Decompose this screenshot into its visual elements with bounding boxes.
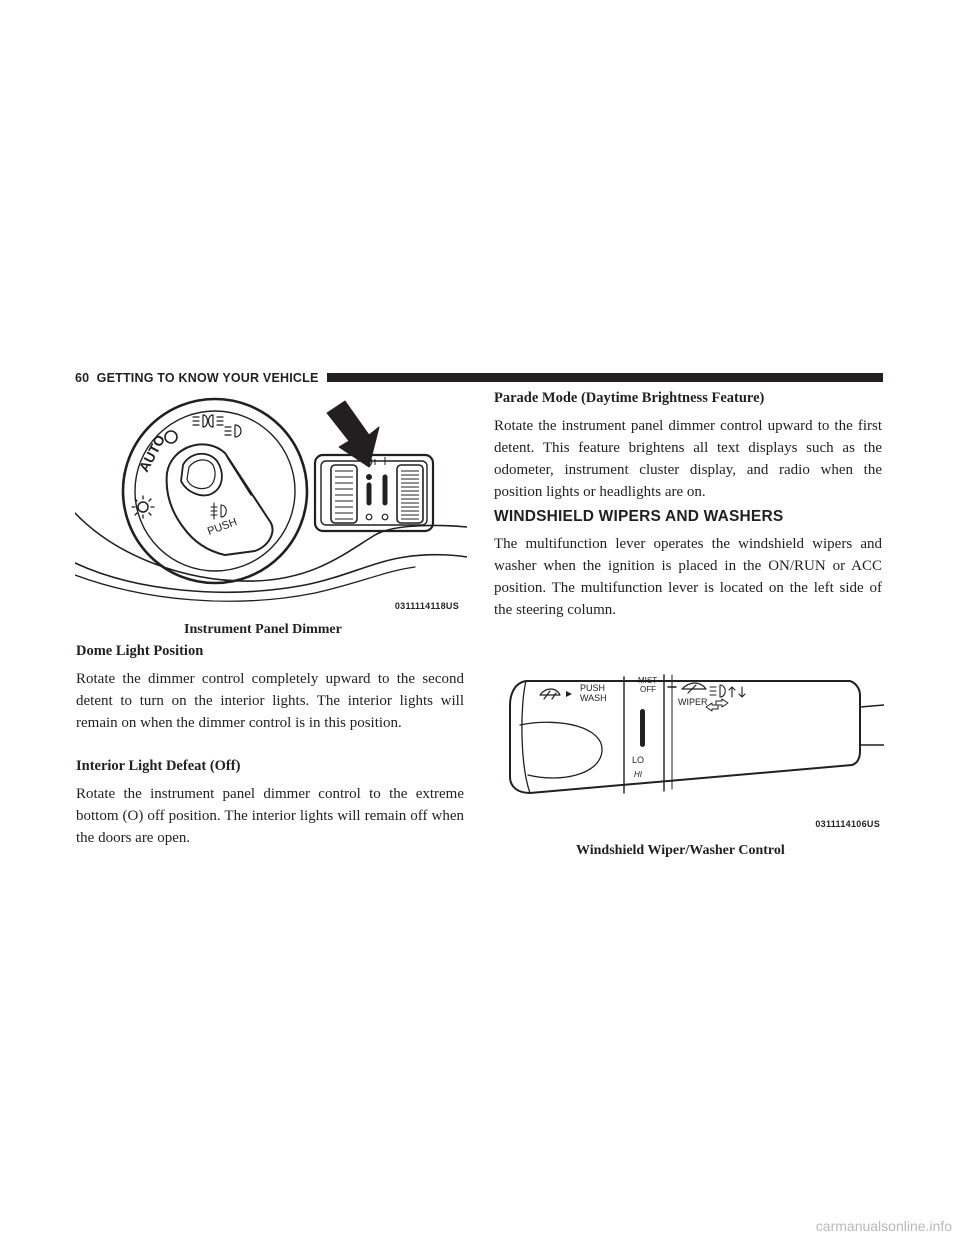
watermark: carmanualsonline.info xyxy=(815,1218,952,1234)
wiper-control-figure xyxy=(500,665,884,829)
dome-light-heading: Dome Light Position xyxy=(76,643,204,659)
header-text xyxy=(75,370,319,386)
figure-caption: Windshield Wiper/Washer Control xyxy=(576,843,785,858)
lo-label: LO xyxy=(632,755,645,765)
push-label: PUSH xyxy=(580,683,606,693)
wiper-illustration xyxy=(500,665,884,805)
parade-mode-heading: Parade Mode (Daytime Brightness Feature) xyxy=(494,390,765,406)
wash-label: WASH xyxy=(580,693,607,703)
section-title: GETTING TO KNOW YOUR VEHICLE xyxy=(96,371,319,385)
instrument-panel-dimmer-figure xyxy=(75,395,467,620)
header-rule xyxy=(327,373,883,382)
interior-light-defeat-heading: Interior Light Defeat (Off) xyxy=(76,758,241,774)
wipers-section-heading: WINDSHIELD WIPERS AND WASHERS xyxy=(494,508,784,525)
parade-mode-paragraph: Rotate the instrument panel dimmer control upward to the first detent. This feature brightens all text displays such as the odometer, instrument cluster display, and radio when the position lights or headlights are on. xyxy=(494,418,882,500)
off-label: OFF xyxy=(640,685,656,694)
wiper-label: WIPER xyxy=(678,697,708,707)
dimmer-illustration xyxy=(75,395,467,620)
page-number: 60 xyxy=(75,371,90,385)
interior-light-defeat-paragraph: Rotate the instrument panel dimmer control to the extreme bottom (O) off position. The interior lights will remain off when the doors are open. xyxy=(76,786,464,846)
hi-label: HI xyxy=(634,770,642,779)
dome-light-paragraph: Rotate the dimmer control completely upward to the second detent to turn on the interior lights. The interior lights will remain on when the dimmer control is in this position. xyxy=(76,671,464,731)
page-header xyxy=(75,370,883,386)
figure-code: 0311114106US xyxy=(815,819,880,829)
wipers-paragraph: The multifunction lever operates the windshield wipers and washer when the ignition is placed in the ON/RUN or ACC position. The multifunction lever is located on the left side of the steering column. xyxy=(494,536,882,618)
figure-code: 0311114118US xyxy=(394,601,459,611)
mist-label: MIST xyxy=(638,676,658,685)
figure-caption: Instrument Panel Dimmer xyxy=(184,622,342,637)
push-label: PUSH xyxy=(205,516,239,538)
auto-label: AUTO xyxy=(135,432,169,475)
